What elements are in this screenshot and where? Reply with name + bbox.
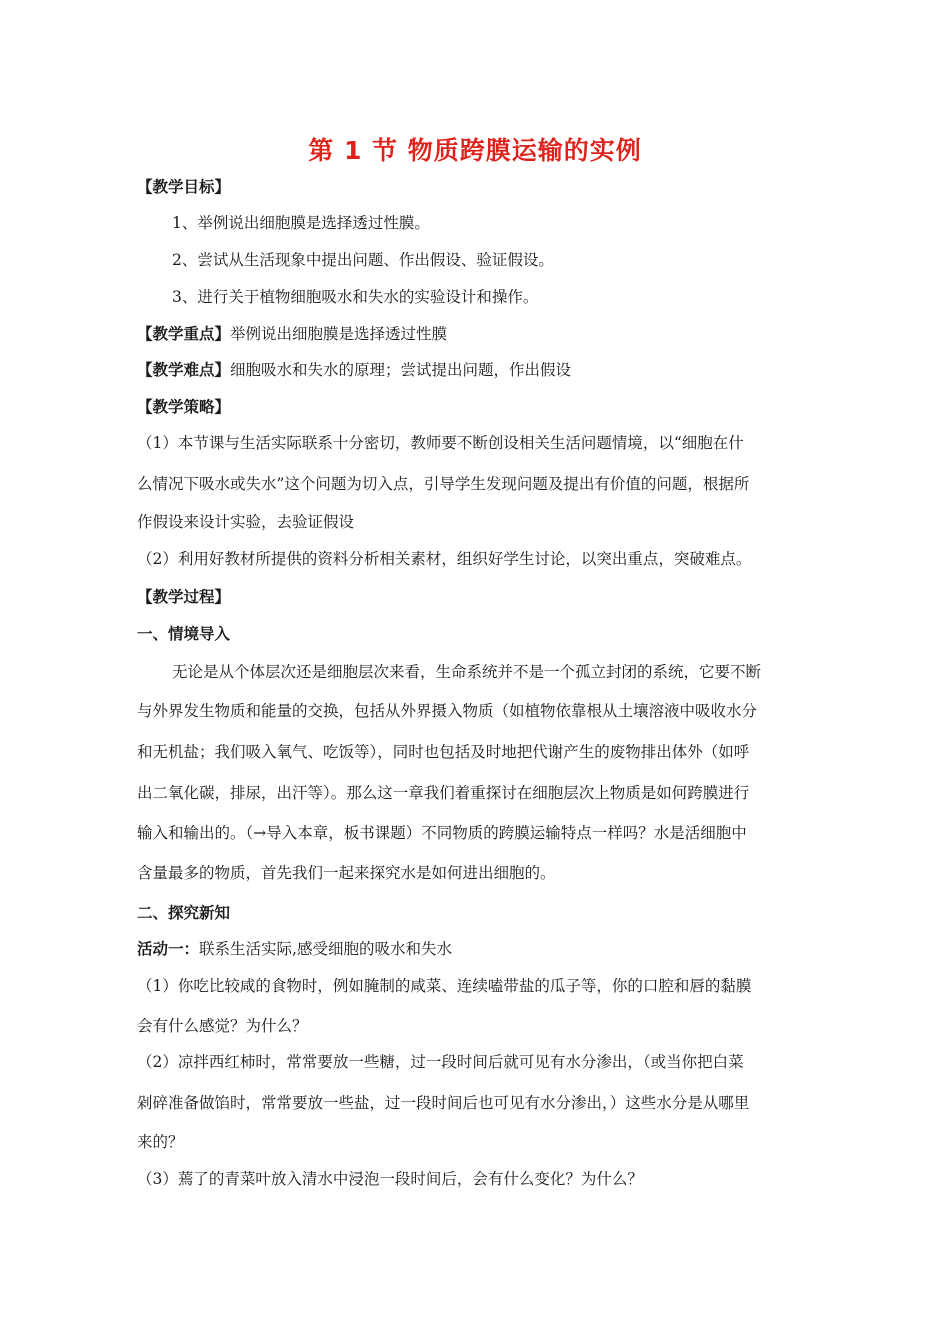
key-point-heading: 【教学重点】 [137, 325, 231, 343]
strategy-heading: 【教学策略】 [137, 398, 231, 416]
section2-heading: 二、探究新知 [137, 904, 231, 922]
section2-line-6: （3）蔫了的青菜叶放入清水中浸泡一段时间后，会有什么变化？为什么？ [137, 1170, 643, 1188]
activity-one-label: 活动一： [137, 940, 200, 958]
objective-item-2: 2、尝试从生活现象中提出问题、作出假设、验证假设。 [172, 251, 554, 269]
section2-line-1: （1）你吃比较咸的食物时，例如腌制的咸菜、连续嗑带盐的瓜子等，你的口腔和唇的黏膜 [137, 977, 752, 995]
activity-one [137, 938, 817, 960]
objective-item-1: 1、举例说出细胞膜是选择透过性膜。 [172, 214, 430, 232]
difficulty-text: 细胞吸水和失水的原理；尝试提出问题，作出假设 [230, 361, 572, 379]
objectives-heading: 【教学目标】 [137, 178, 231, 196]
section1-line-6: 含量最多的物质，首先我们一起来探究水是如何进出细胞的。 [137, 864, 556, 882]
process-heading: 【教学过程】 [137, 588, 231, 606]
section1-line-1: 无论是从个体层次还是细胞层次来看，生命系统并不是一个孤立封闭的系统，它要不断 [172, 663, 762, 681]
key-point [137, 323, 817, 345]
objective-item-3: 3、进行关于植物细胞吸水和失水的实验设计和操作。 [172, 288, 539, 306]
section2-line-5: 来的？ [137, 1133, 184, 1151]
section1-line-2: 与外界发生物质和能量的交换，包括从外界摄入物质（如植物依靠根从土壤溶液中吸收水分 [137, 702, 758, 720]
difficulty [137, 359, 817, 381]
section1-heading: 一、情境导入 [137, 625, 231, 643]
section1-line-5: 输入和输出的。（→导入本章，板书课题）不同物质的跨膜运输特点一样吗？水是活细胞中 [137, 824, 747, 842]
section1-line-4: 出二氧化碳，排尿，出汗等）。那么这一章我们着重探讨在细胞层次上物质是如何跨膜进行 [137, 784, 750, 802]
key-point-text: 举例说出细胞膜是选择透过性膜 [230, 325, 448, 343]
section2-line-2: 会有什么感觉？为什么？ [137, 1017, 308, 1035]
section1-line-3: 和无机盐；我们吸入氧气、吃饭等），同时也包括及时地把代谢产生的废物排出体外（如呼 [137, 743, 750, 761]
difficulty-heading: 【教学难点】 [137, 361, 231, 379]
strategy-line-2: 么情况下吸水或失水”这个问题为切入点，引导学生发现问题及提出有价值的问题，根据所 [137, 475, 750, 493]
strategy-line-3: 作假设来设计实验，去验证假设 [137, 513, 355, 531]
activity-one-text: 联系生活实际,感受细胞的吸水和失水 [199, 940, 452, 958]
section2-line-4: 剁碎准备做馅时，常常要放一些盐，过一段时间后也可见有水分渗出，）这些水分是从哪里 [137, 1094, 750, 1112]
strategy-line-1: （1）本节课与生活实际联系十分密切，教师要不断创设相关生活问题情境，以“细胞在什 [137, 434, 744, 452]
section2-line-3: （2）凉拌西红柿时，常常要放一些糖，过一段时间后就可见有水分渗出，（或当你把白菜 [137, 1053, 744, 1071]
strategy-line-4: （2）利用好教材所提供的资料分析相关素材，组织好学生讨论，以突出重点，突破难点。 [137, 550, 752, 568]
document-title: 第 1 节 物质跨膜运输的实例 [308, 136, 642, 165]
